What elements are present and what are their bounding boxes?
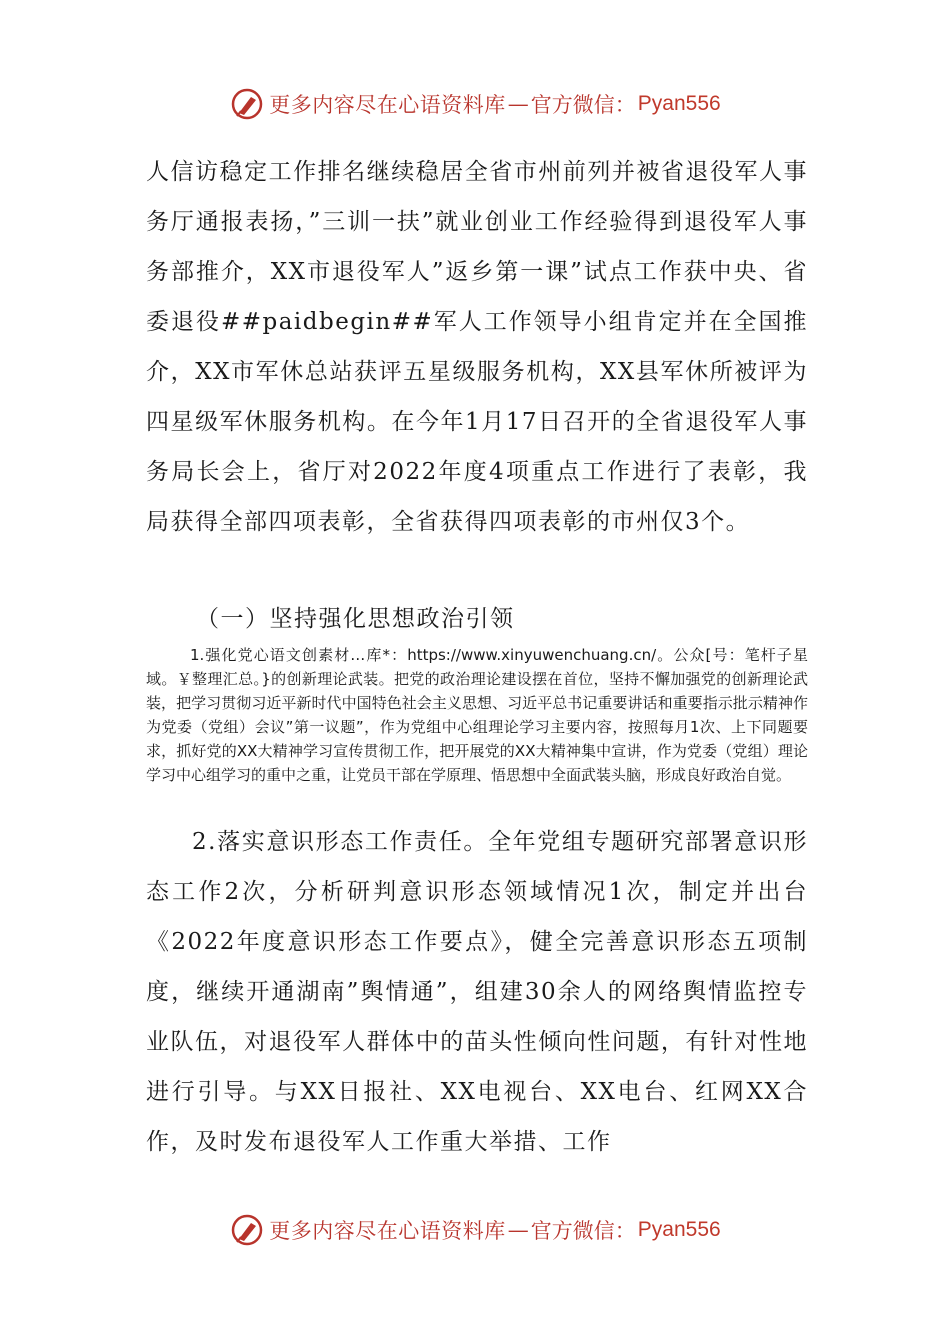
pen-nib-circle-icon bbox=[229, 86, 265, 122]
body-paragraph-3: 2.落实意识形态工作责任。全年党组专题研究部署意识形态工作2次，分析研判意识形态领域情况1次，制定并出台《2022年度意识形态工作要点》，健全完善意识形态五项制度，继续开通湖南”舆情通”，组建30余人的网络舆情监控专业队伍，对退役军人群体中的苗头性倾向性问题，有针对性地进行引导。与XX日报社、XX电视台、XX电台、红网XX合作，及时发布退役军人工作重大举措、工作 bbox=[146, 829, 808, 1155]
footer-banner bbox=[0, 1210, 950, 1250]
banner-separator: — bbox=[507, 1218, 529, 1242]
pen-nib-circle-icon bbox=[229, 1212, 265, 1248]
banner-wechat-id: Pyan556 bbox=[637, 92, 721, 115]
banner-wechat-label: 官方微信： bbox=[530, 93, 636, 117]
section-heading: （一）坚持强化思想政治引领 bbox=[196, 606, 515, 632]
banner-separator: — bbox=[507, 92, 529, 116]
header-banner bbox=[0, 84, 950, 124]
banner-text: 更多内容尽在心语资料库 bbox=[269, 93, 506, 117]
body-paragraph-2: 1.强化党心语文创素材…库*：https://www.xinyuwenchuang.cn/。公众[号：笔杆子星域。￥整理汇总。}的创新理论武装。把党的政治理论建设摆在首位，坚持不懈加强党的创新理论武装，把学习贯彻习近平新时代中国特色社会主义思想、习近平总书记重要讲话和重要指示批示精神作为党委（党组）会议”第一议题”，作为党组中心组理论学习主要内容，按照每月1次、上下同题要求，抓好党的XX大精神学习宣传贯彻工作，把开展党的XX大精神集中宣讲，作为党委（党组）理论学习中心组学习的重中之重，让党员干部在学原理、悟思想中全面武装头脑，形成良好政治自觉。 bbox=[146, 646, 808, 784]
banner-text: 更多内容尽在心语资料库 bbox=[269, 1219, 506, 1243]
banner-wechat-label: 官方微信： bbox=[530, 1219, 636, 1243]
banner-wechat-id: Pyan556 bbox=[637, 1218, 721, 1241]
body-paragraph-1: 人信访稳定工作排名继续稳居全省市州前列并被省退役军人事务厅通报表扬，”三训一扶”就业创业工作经验得到退役军人事务部推介，XX市退役军人”返乡第一课”试点工作获中央、省委退役##paidbegin##军人工作领导小组肯定并在全国推介，XX市军休总站获评五星级服务机构，XX县军休所被评为四星级军休服务机构。在今年1月17日召开的全省退役军人事务局长会上，省厅对2022年度4项重点工作进行了表彰，我局获得全部四项表彰，全省获得四项表彰的市州仅3个。 bbox=[146, 159, 808, 535]
